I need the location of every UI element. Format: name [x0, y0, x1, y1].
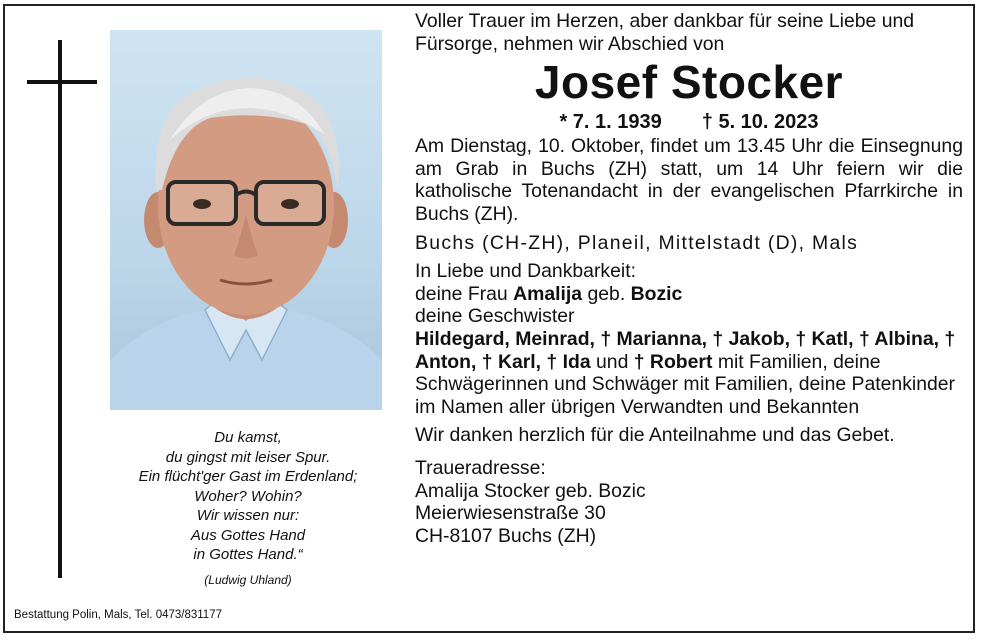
mourners-closing: im Namen aller übrigen Verwandten und Bekannten [415, 395, 860, 418]
death-date: † 5. 10. 2023 [701, 111, 819, 134]
portrait-illustration [110, 30, 382, 410]
wife-prefix: deine Frau [415, 282, 508, 305]
poem-source: (Ludwig Uhland) [204, 572, 292, 587]
cross-horizontal-bar [27, 80, 97, 84]
mourners-intro: In Liebe und Dankbarkeit: [415, 260, 636, 283]
deceased-name: Josef Stocker [534, 56, 844, 109]
poem [108, 428, 388, 590]
siblings-names: Hildegard, Meinrad, † Marianna, † Jakob, † Katl, † Albina, † Anton, † Karl, † Ida [415, 327, 956, 373]
poem-line: in Gottes Hand.“ [193, 546, 303, 563]
life-dates [415, 109, 963, 135]
portrait-photo [110, 30, 382, 410]
notice-text-column [415, 10, 963, 547]
siblings-label: deine Geschwister [415, 305, 575, 328]
wife-line [415, 283, 963, 306]
siblings-rest: mit Familien, deine Schwägerinnen und Schwäger mit Familien, deine Patenkinder [415, 350, 956, 396]
poem-line: Du kamst, [214, 429, 282, 446]
poem-line: du gingst mit leiser Spur. [165, 448, 331, 466]
places-line: Buchs (CH-ZH), Planeil, Mittelstadt (D), Mals [415, 231, 859, 254]
address-line-2: Meierwiesenstraße 30 [415, 502, 606, 525]
siblings-und: und [596, 350, 629, 373]
wife-geb: geb. [587, 282, 626, 305]
poem-line: Wir wissen nur: [196, 507, 300, 524]
cross-vertical-bar [58, 40, 62, 578]
siblings-last-name: † Robert [633, 350, 713, 373]
poem-line: Woher? Wohin? [194, 487, 302, 505]
wife-name: Amalija [513, 282, 583, 305]
ceremony-text: Am Dienstag, 10. Oktober, findet um 13.45 Uhr die Einsegnung am Grab in Buchs (ZH) statt, um 14 Uhr feiern wir die katholische Totenandacht in der evangelischen Pfarrkirche in Buchs (ZH). [415, 135, 963, 225]
address-line-3: CH-8107 Buchs (ZH) [415, 524, 597, 547]
wife-maiden-name: Bozic [630, 282, 683, 305]
poem-line: Aus Gottes Hand [190, 526, 306, 544]
undertaker-line: Bestattung Polin, Mals, Tel. 0473/831177 [14, 609, 222, 621]
address-line-1: Amalija Stocker geb. Bozic [415, 479, 646, 502]
siblings-list [415, 328, 963, 396]
address-label: Traueradresse: [415, 456, 546, 479]
poem-line: Ein flücht'ger Gast im Erdenland; [138, 468, 358, 485]
birth-date: * 7. 1. 1939 [559, 111, 662, 134]
intro-text: Voller Trauer im Herzen, aber dankbar für seine Liebe und Fürsorge, nehmen wir Abschied von [415, 10, 915, 55]
thanks-text: Wir danken herzlich für die Anteilnahme und das Gebet. [415, 424, 895, 447]
